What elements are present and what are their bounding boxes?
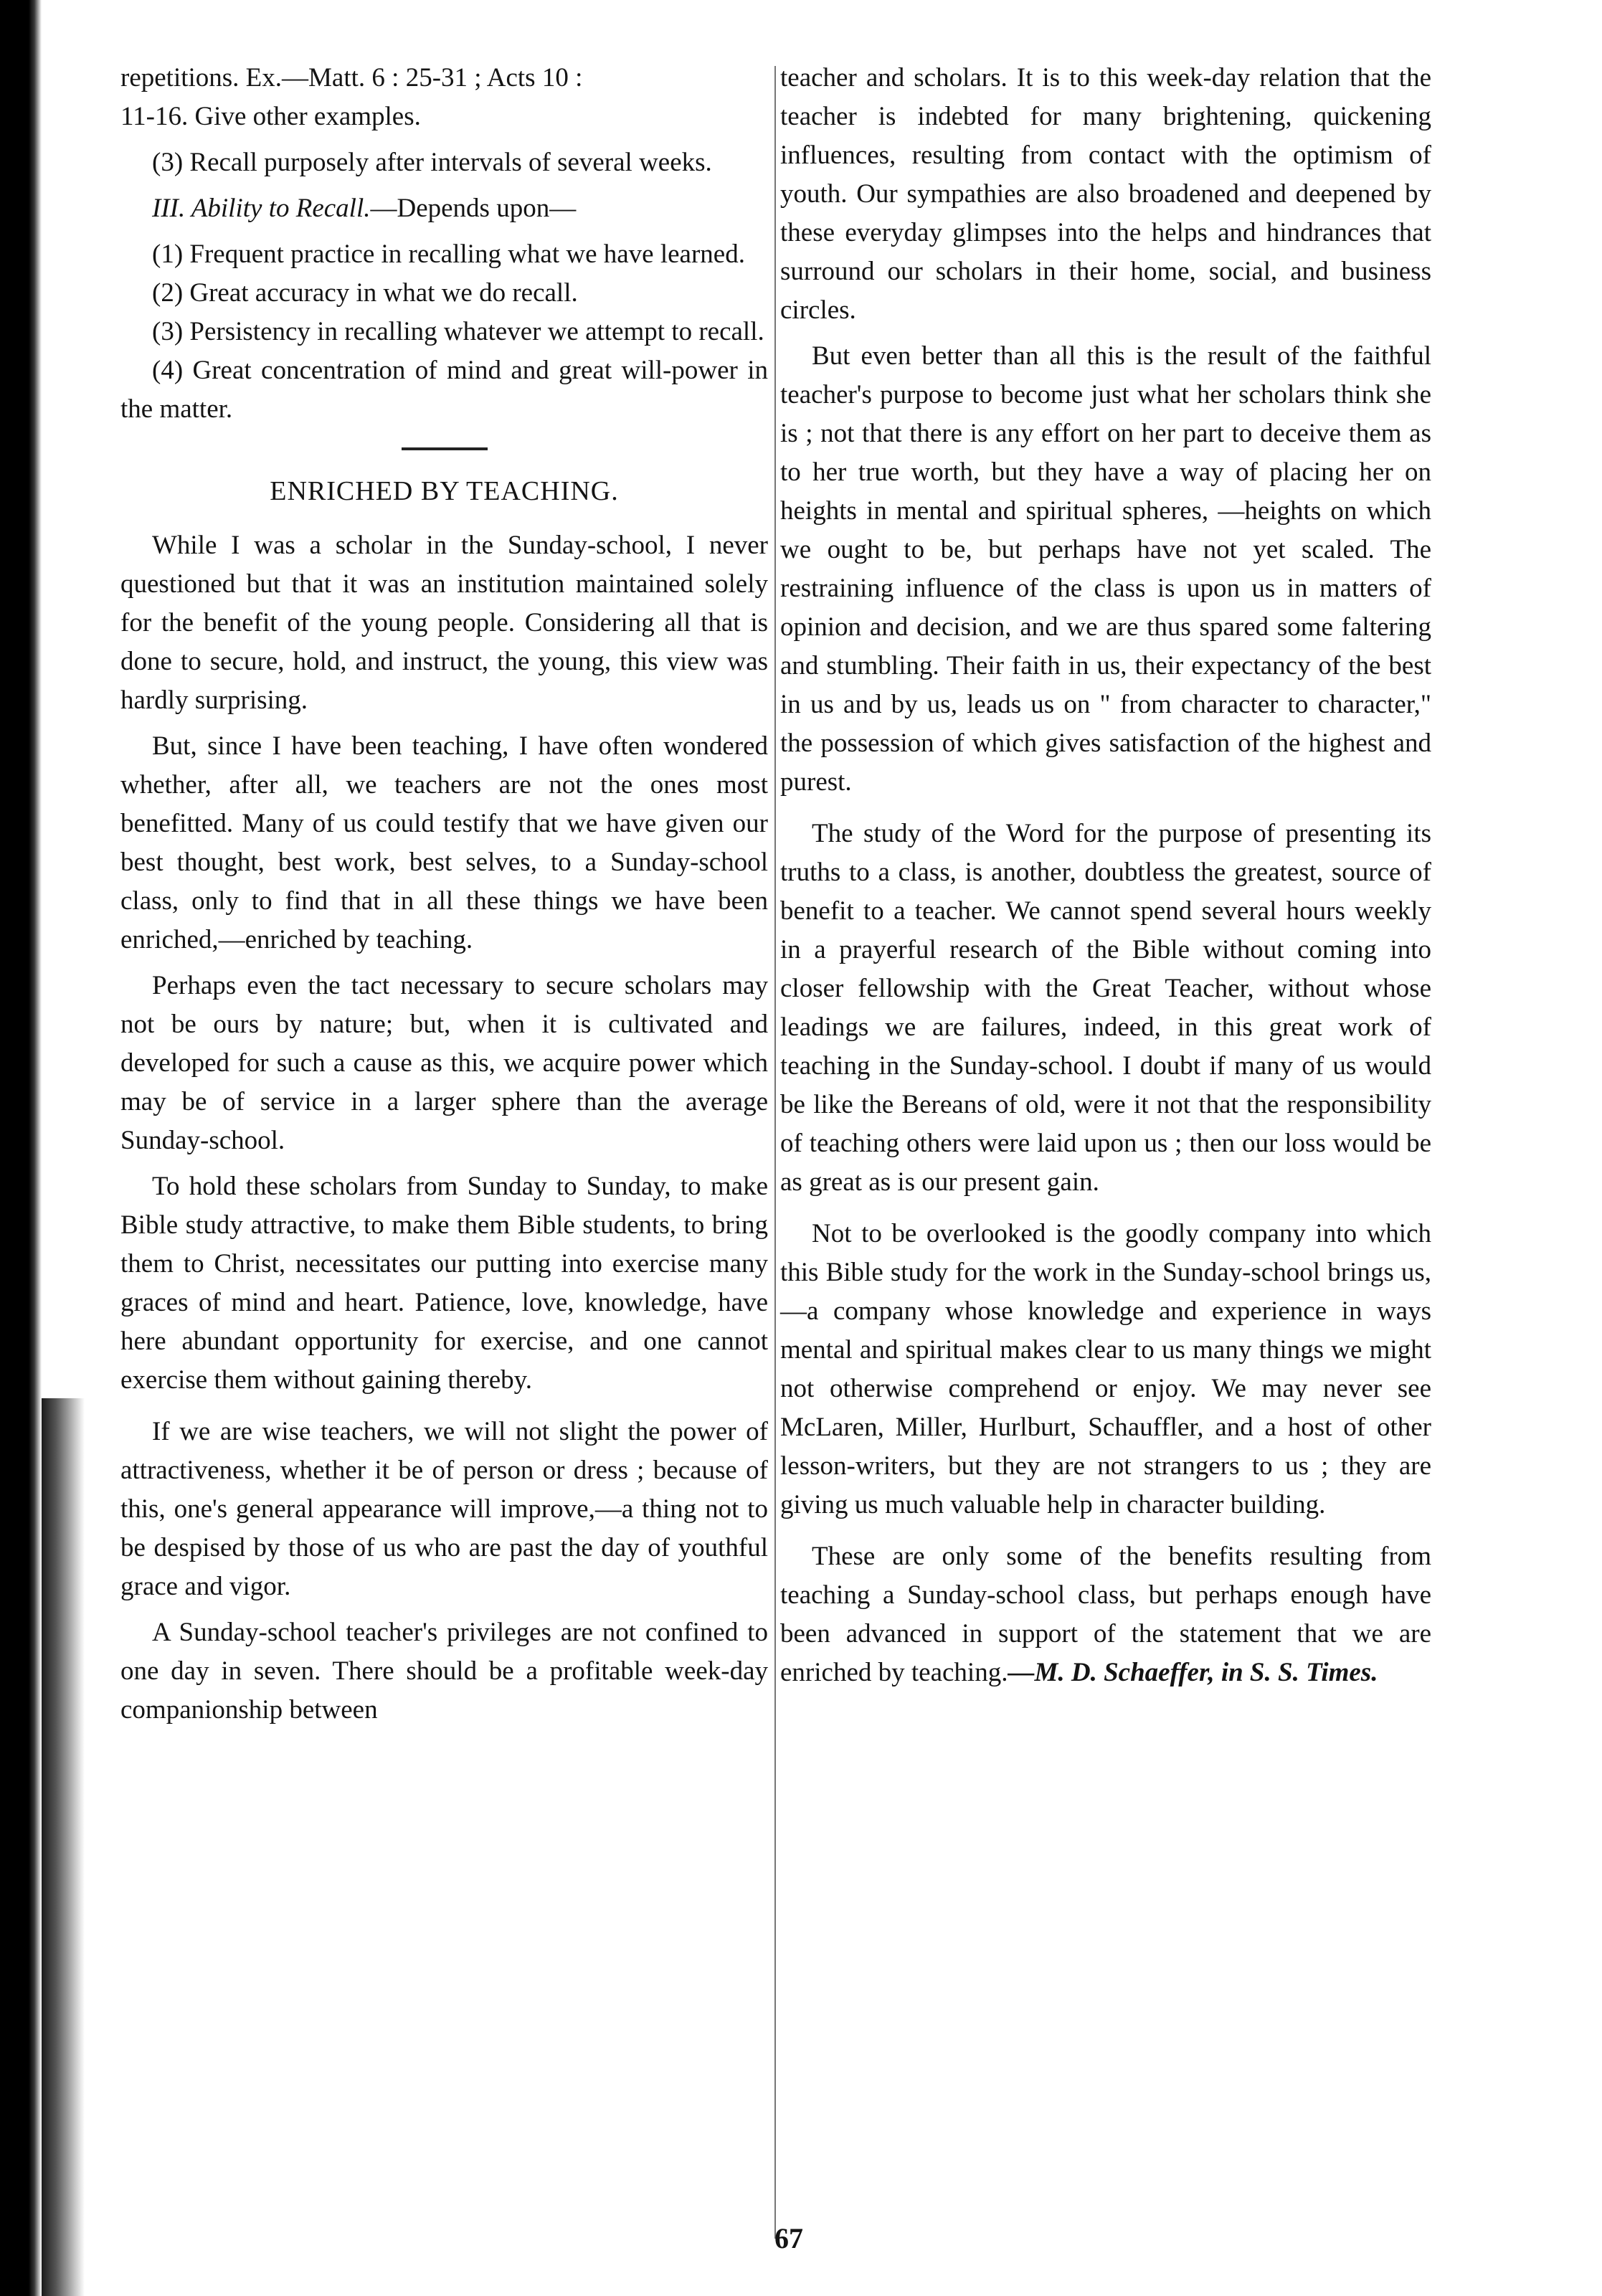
left-column bbox=[120, 59, 768, 1730]
section-label-rest: —Depends upon— bbox=[370, 194, 577, 223]
article-paragraph: While I was a scholar in the Sunday-school, I never questioned but that it was an institution maintained solely for the benefit of the young people. Considering all that is done to secure, hold, and instruct, the young, this view was hardly surprising. bbox=[120, 531, 768, 715]
ability-item: (4) Great concentration of mind and great will-power in the matter. bbox=[120, 356, 768, 424]
intro-line: 11-16. Give other examples. bbox=[120, 102, 421, 131]
article-paragraph: But, since I have been teaching, I have often wondered whether, after all, we teachers are not the ones most benefitted. Many of us could testify that we have given our best thought, best work, best selves, to a Sunday-school class, only to find that in all these things we have been enriched,—enriched by teaching. bbox=[120, 731, 768, 954]
ability-item: (1) Frequent practice in recalling what we have learned. bbox=[152, 239, 745, 269]
page-binding-shadow bbox=[42, 1398, 85, 2296]
ability-item: (2) Great accuracy in what we do recall. bbox=[152, 278, 578, 308]
article-paragraph-final bbox=[780, 1537, 1431, 1692]
article-paragraph: If we are wise teachers, we will not slight the power of attractiveness, whether it be of person or dress ; because of this, one's general appearance will improve,—a thing not to be despised by those of us who are past the day of youthful grace and vigor. bbox=[120, 1417, 768, 1601]
closing-text: These are only some of the benefits resulting from teaching a Sunday-school class, but perhaps enough have been advanced in support of the statement that we are enriched by teaching. bbox=[780, 1542, 1431, 1687]
section-rule bbox=[402, 447, 488, 450]
article-paragraph: To hold these scholars from Sunday to Sunday, to make Bible study attractive, to make them Bible students, to bring them to Christ, necessitates our putting into exercise many graces of mind and heart. Patience, love, knowledge, have here abundant opportunity for exercise, and one cannot exercise them without gaining thereby. bbox=[120, 1172, 768, 1395]
article-paragraph: Not to be overlooked is the goodly company into which this Bible study for the work in the Sunday-school brings us,—a company whose knowledge and experience in ways mental and spiritual makes clear to us many things we might not otherwise comprehend or enjoy. We may never see McLaren, Miller, Hurlburt, Schauffler, and a host of other lesson-writers, but they are not strangers to us ; they are giving us much valuable help in character building. bbox=[780, 1219, 1431, 1519]
article-title: ENRICHED BY TEACHING. bbox=[270, 476, 619, 506]
page-number: 67 bbox=[774, 2222, 803, 2254]
article-paragraph: teacher and scholars. It is to this week-day relation that the teacher is indebted for many brightening, quickening influences, resulting from contact with the optimism of youth. Our sympathies are also broadened and deepened by these everyday glimpses into the helps and hindrances that surround our scholars in their home, social, and business circles. bbox=[780, 63, 1431, 325]
ability-item: (3) Persistency in recalling whatever we attempt to recall. bbox=[152, 317, 764, 346]
article-paragraph: A Sunday-school teacher's privileges are not confined to one day in seven. There should be a profitable week-day companionship between bbox=[120, 1618, 768, 1725]
recall-point: (3) Recall purposely after intervals of several weeks. bbox=[152, 148, 712, 177]
right-column bbox=[780, 59, 1431, 1692]
column-divider bbox=[774, 66, 776, 2239]
section-heading-ability bbox=[120, 189, 768, 228]
page-binding-edge bbox=[0, 0, 42, 2296]
article-paragraph: But even better than all this is the result of the faithful teacher's purpose to become just what her scholars think she is ; not that there is any effort on her part to deceive them as to her true worth, but they have a way of placing her on heights in mental and spiritual spheres, —heights on which we ought to be, but perhaps have not yet scaled. The restraining influence of the class is upon us in matters of opinion and decision, and we are thus spared some faltering and stumbling. Their faith in us, their expectancy of the best in us and by us, leads us on " from character to character," the possession of which gives satisfaction of the highest and purest. bbox=[780, 341, 1431, 797]
article-paragraph: Perhaps even the tact necessary to secure scholars may not be ours by nature; but, when it is cultivated and developed for such a cause as this, we acquire power which may be of service in a larger sphere than the average Sunday-school. bbox=[120, 971, 768, 1155]
intro-line: repetitions. Ex.—Matt. 6 : 25-31 ; Acts 10 : bbox=[120, 63, 583, 92]
article-paragraph: The study of the Word for the purpose of presenting its truths to a class, is another, doubtless the greatest, source of benefit to a teacher. We cannot spend several hours weekly in a prayerful research of the Bible without coming into closer fellowship with the Great Teacher, without whose leadings we are failures, indeed, in this great work of teaching in the Sunday-school. I doubt if many of us would be like the Bereans of old, were it not that the responsibility of teaching others were laid upon us ; then our loss would be as great as is our present gain. bbox=[780, 819, 1431, 1197]
attribution: —M. D. Schaeffer, in S. S. Times. bbox=[1008, 1658, 1378, 1687]
section-label: III. Ability to Recall. bbox=[152, 194, 371, 223]
